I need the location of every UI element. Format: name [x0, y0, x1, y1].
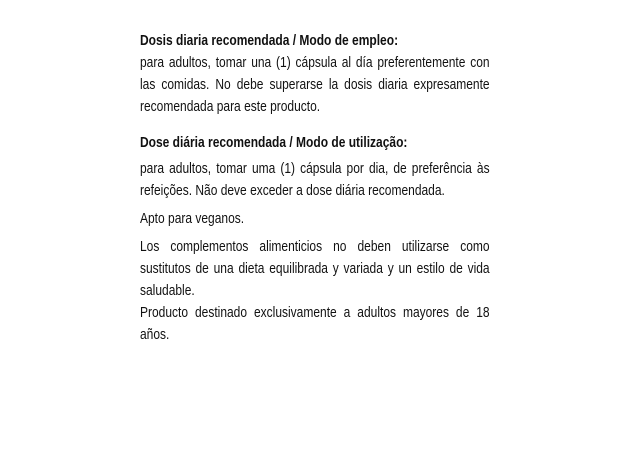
- spanish-dosage-text: para adultos, tomar una (1) cápsula al día preferentemente con las comidas. No debe superarse la dosis diaria expresamente recomendada para este producto.: [140, 54, 490, 115]
- portuguese-dosage-text: para adultos, tomar uma (1) cápsula por dia, de preferência às refeições. Não deve exceder a dose diária recomendada.: [140, 160, 490, 199]
- label-text-inner: [140, 30, 490, 346]
- vegan-note: Apto para veganos.: [140, 210, 245, 227]
- supplement-warning: Los complementos alimenticios no deben utilizarse como sustitutos de una dieta equilibrada y variada y un estilo de vida saludable.: [140, 238, 490, 299]
- section-spacer: [140, 118, 490, 132]
- portuguese-dosage-section: [140, 132, 490, 202]
- spanish-dosage-heading: Dosis diaria recomendada / Modo de empleo:: [140, 32, 399, 49]
- spanish-dosage-section: [140, 30, 490, 118]
- adults-only-warning: Producto destinado exclusivamente a adultos mayores de 18 años.: [140, 304, 490, 343]
- label-text-block: [140, 30, 490, 346]
- portuguese-dosage-heading: Dose diária recomendada / Modo de utilização:: [140, 134, 408, 151]
